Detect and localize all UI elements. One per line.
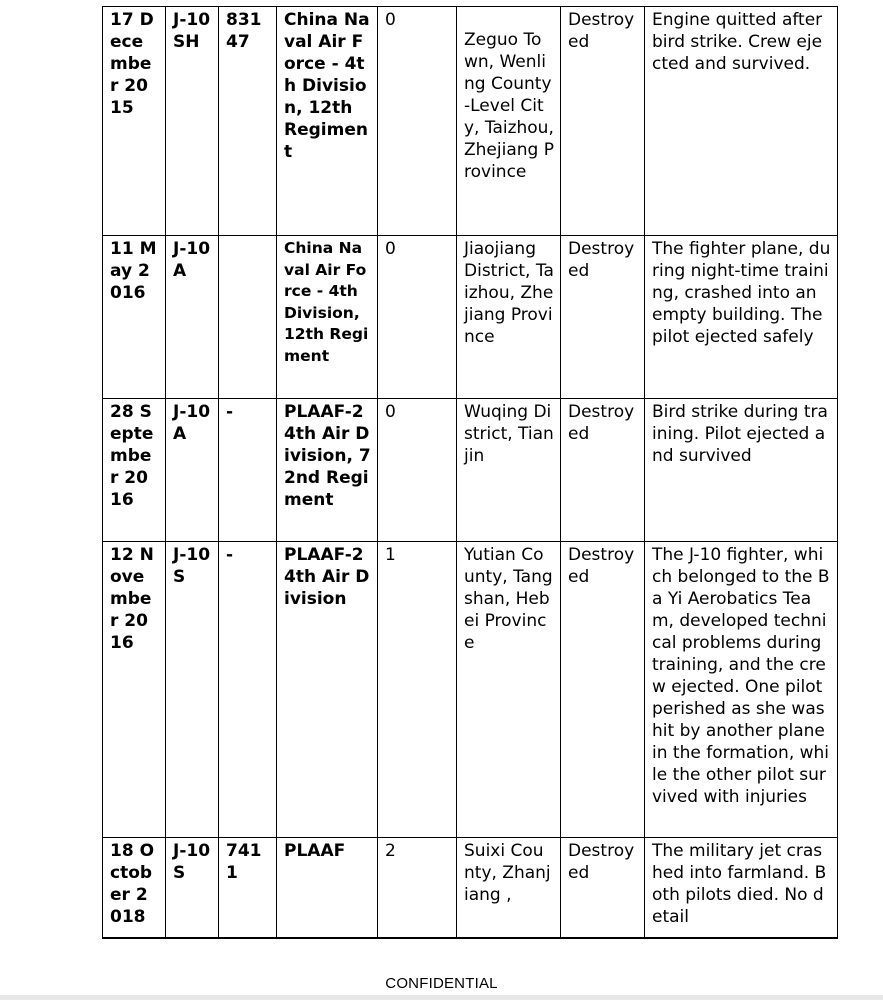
- details-cell: Engine quitted after bird strike. Crew ejected and survived.: [645, 7, 838, 236]
- status-cell: Destroyed: [561, 236, 645, 399]
- table-row: [103, 236, 838, 399]
- aircraft-type-cell: J-10A: [166, 236, 219, 399]
- unit-cell: PLAAF-24th Air Division: [277, 542, 378, 838]
- unit-cell: China Naval Air Force - 4th Division, 12th Regiment: [277, 7, 378, 236]
- table-row: [103, 838, 838, 938]
- date-cell: 18 October 2018: [103, 838, 166, 938]
- table-row: [103, 399, 838, 542]
- aircraft-type-cell: J-10S: [166, 542, 219, 838]
- date-cell: 28 September 2016: [103, 399, 166, 542]
- casualties-cell: 0: [378, 236, 457, 399]
- location-cell: Zeguo Town, Wenling County-Level City, Taizhou, Zhejiang Province: [457, 7, 561, 236]
- details-cell: The J-10 fighter, which belonged to the Ba Yi Aerobatics Team, developed technical problems during training, and the crew ejected. One pilot perished as she was hit by another plane in the formation, while the other pilot survived with injuries: [645, 542, 838, 838]
- aircraft-type-cell: J-10A: [166, 399, 219, 542]
- serial-cell: 83147: [219, 7, 277, 236]
- page-bottom-edge: [0, 995, 883, 1000]
- date-cell: 12 November 2016: [103, 542, 166, 838]
- serial-cell: -: [219, 399, 277, 542]
- status-cell: Destroyed: [561, 399, 645, 542]
- unit-cell: China Naval Air Force - 4th Division, 12th Regiment: [277, 236, 378, 399]
- location-cell: Suixi County, Zhanjiang ,: [457, 838, 561, 938]
- table-row: [103, 7, 838, 236]
- aircraft-type-cell: J-10S: [166, 838, 219, 938]
- unit-cell: PLAAF-24th Air Division, 72nd Regiment: [277, 399, 378, 542]
- details-cell: The fighter plane, during night-time training, crashed into an empty building. The pilot ejected safely: [645, 236, 838, 399]
- confidential-footer: CONFIDENTIAL: [385, 975, 498, 992]
- serial-cell: 7411: [219, 838, 277, 938]
- unit-cell: PLAAF: [277, 838, 378, 938]
- location-cell: Yutian County, Tangshan, Hebei Province: [457, 542, 561, 838]
- details-cell: The military jet crashed into farmland. Both pilots died. No detail: [645, 838, 838, 938]
- status-cell: Destroyed: [561, 542, 645, 838]
- date-cell: 17 December 2015: [103, 7, 166, 236]
- incident-table: [102, 6, 838, 939]
- serial-cell: -: [219, 542, 277, 838]
- location-cell: Wuqing District, Tianjin: [457, 399, 561, 542]
- casualties-cell: 1: [378, 542, 457, 838]
- casualties-cell: 2: [378, 838, 457, 938]
- date-cell: 11 May 2016: [103, 236, 166, 399]
- location-cell: Jiaojiang District, Taizhou, Zhejiang Province: [457, 236, 561, 399]
- table-row: [103, 542, 838, 838]
- serial-cell: [219, 236, 277, 399]
- casualties-cell: 0: [378, 7, 457, 236]
- status-cell: Destroyed: [561, 7, 645, 236]
- status-cell: Destroyed: [561, 838, 645, 938]
- details-cell: Bird strike during training. Pilot ejected and survived: [645, 399, 838, 542]
- aircraft-type-cell: J-10SH: [166, 7, 219, 236]
- casualties-cell: 0: [378, 399, 457, 542]
